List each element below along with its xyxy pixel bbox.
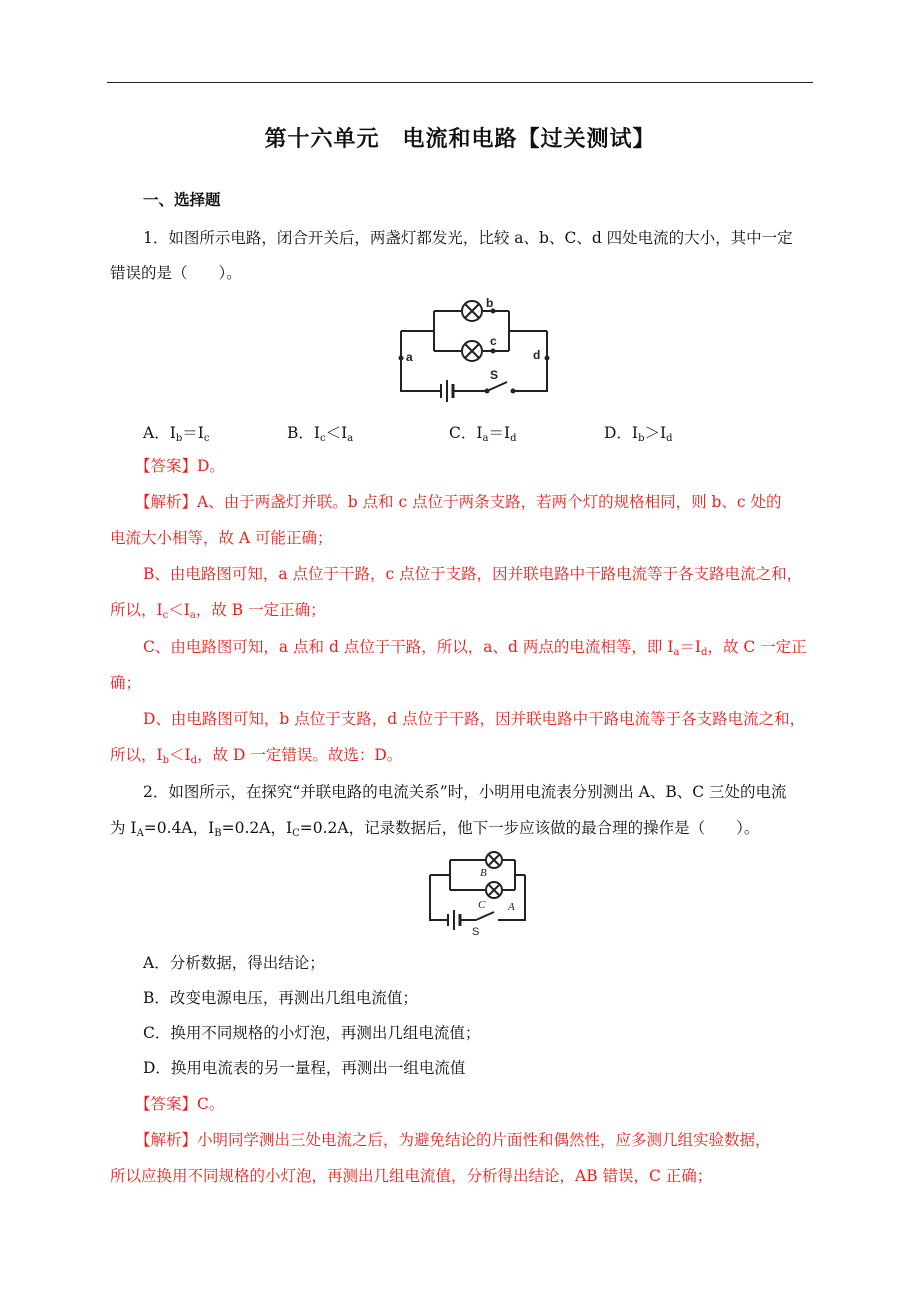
q2-stem-line2: 为 $I_A=0.4A$，$I_B=0.2A$，$I_C=0.2A$，记录数据后，他下一步应该做的最合理的操作是（ ）。: [110, 819, 760, 839]
q2-option-b: B．改变电源电压，再测出几组电流值；: [143, 989, 418, 1007]
q1-stem-line2: 错误的是（ ）。: [110, 264, 242, 282]
q1-stem-line1: 1．如图所示电路，闭合开关后，两盏灯都发光，比较 a、b、C、d 四处电流的大小，其中一定: [143, 229, 793, 247]
q1-option-d: D．$I_b>I_d$: [604, 424, 673, 444]
q1-option-c: C．$I_a=I_d$: [449, 424, 517, 444]
q1-option-a: A．$I_b=I_c$: [143, 424, 210, 444]
q2-option-d: D．换用电流表的另一量程，再测出一组电流值: [143, 1059, 466, 1077]
q1-analysis-line1: 【解析】A、由于两盏灯并联。b 点和 c 点位于两条支路，若两个灯的规格相同，则 b、c 处的: [135, 493, 782, 511]
q2-fig-label-b: B: [480, 867, 487, 879]
q1-fig-label-c: c: [490, 334, 497, 348]
q2-analysis-line2: 所以应换用不同规格的小灯泡，再测出几组电流值，分析得出结论，AB 错误，C 正确；: [110, 1167, 713, 1185]
q1-analysis-line8: 所以，$I_b<I_d$，故 D 一定错误。故选：D。: [110, 746, 403, 766]
q2-option-a: A．分析数据，得出结论；: [143, 954, 325, 972]
q2-fig-label-c: C: [478, 899, 486, 911]
q1-circuit-figure: [389, 296, 561, 406]
q1-analysis-line5: C、由电路图可知，a 点和 d 点位于干路，所以，a、d 两点的电流相等，即 $I_a=I_d$，故 C 一定正: [143, 638, 807, 658]
q1-fig-label-s: S: [490, 368, 499, 382]
section-heading: 一、选择题: [143, 190, 221, 209]
q2-answer: 【答案】C。: [135, 1095, 225, 1113]
q1-analysis-line4: 所以，$I_c<I_a$，故 B 一定正确；: [110, 601, 326, 621]
q2-analysis-line1: 【解析】小明同学测出三处电流之后，为避免结论的片面性和偶然性，应多测几组实验数据，: [135, 1131, 771, 1149]
q1-fig-label-d: d: [533, 348, 541, 362]
q2-circuit-figure: [420, 850, 535, 940]
q2-stem-line1: 2．如图所示，在探究“并联电路的电流关系”时，小明用电流表分别测出 A、B、C 三处的电流: [143, 783, 787, 801]
q1-analysis-line6: 确；: [110, 674, 142, 692]
q1-analysis-line2: 电流大小相等，故 A 可能正确；: [110, 529, 333, 547]
page-title: 第十六单元 电流和电路【过关测试】: [264, 126, 656, 152]
q1-analysis-line7: D、由电路图可知，b 点位于支路，d 点位于干路，因并联电路中干路电流等于各支路电流之和，: [143, 710, 806, 728]
q2-fig-label-s: S: [472, 926, 480, 938]
header-rule: [107, 82, 813, 83]
q1-analysis-line3: B、由电路图可知，a 点位于干路，c 点位于支路，因并联电路中干路电流等于各支路电流之和，: [143, 565, 803, 583]
q2-fig-label-a: A: [508, 901, 515, 913]
q1-fig-label-a: a: [406, 350, 413, 364]
q1-option-b: B．$I_c<I_a$: [287, 424, 354, 444]
q2-option-c: C．换用不同规格的小灯泡，再测出几组电流值；: [143, 1024, 481, 1042]
q1-fig-label-b: b: [486, 296, 494, 310]
q1-answer: 【答案】D。: [135, 457, 225, 475]
